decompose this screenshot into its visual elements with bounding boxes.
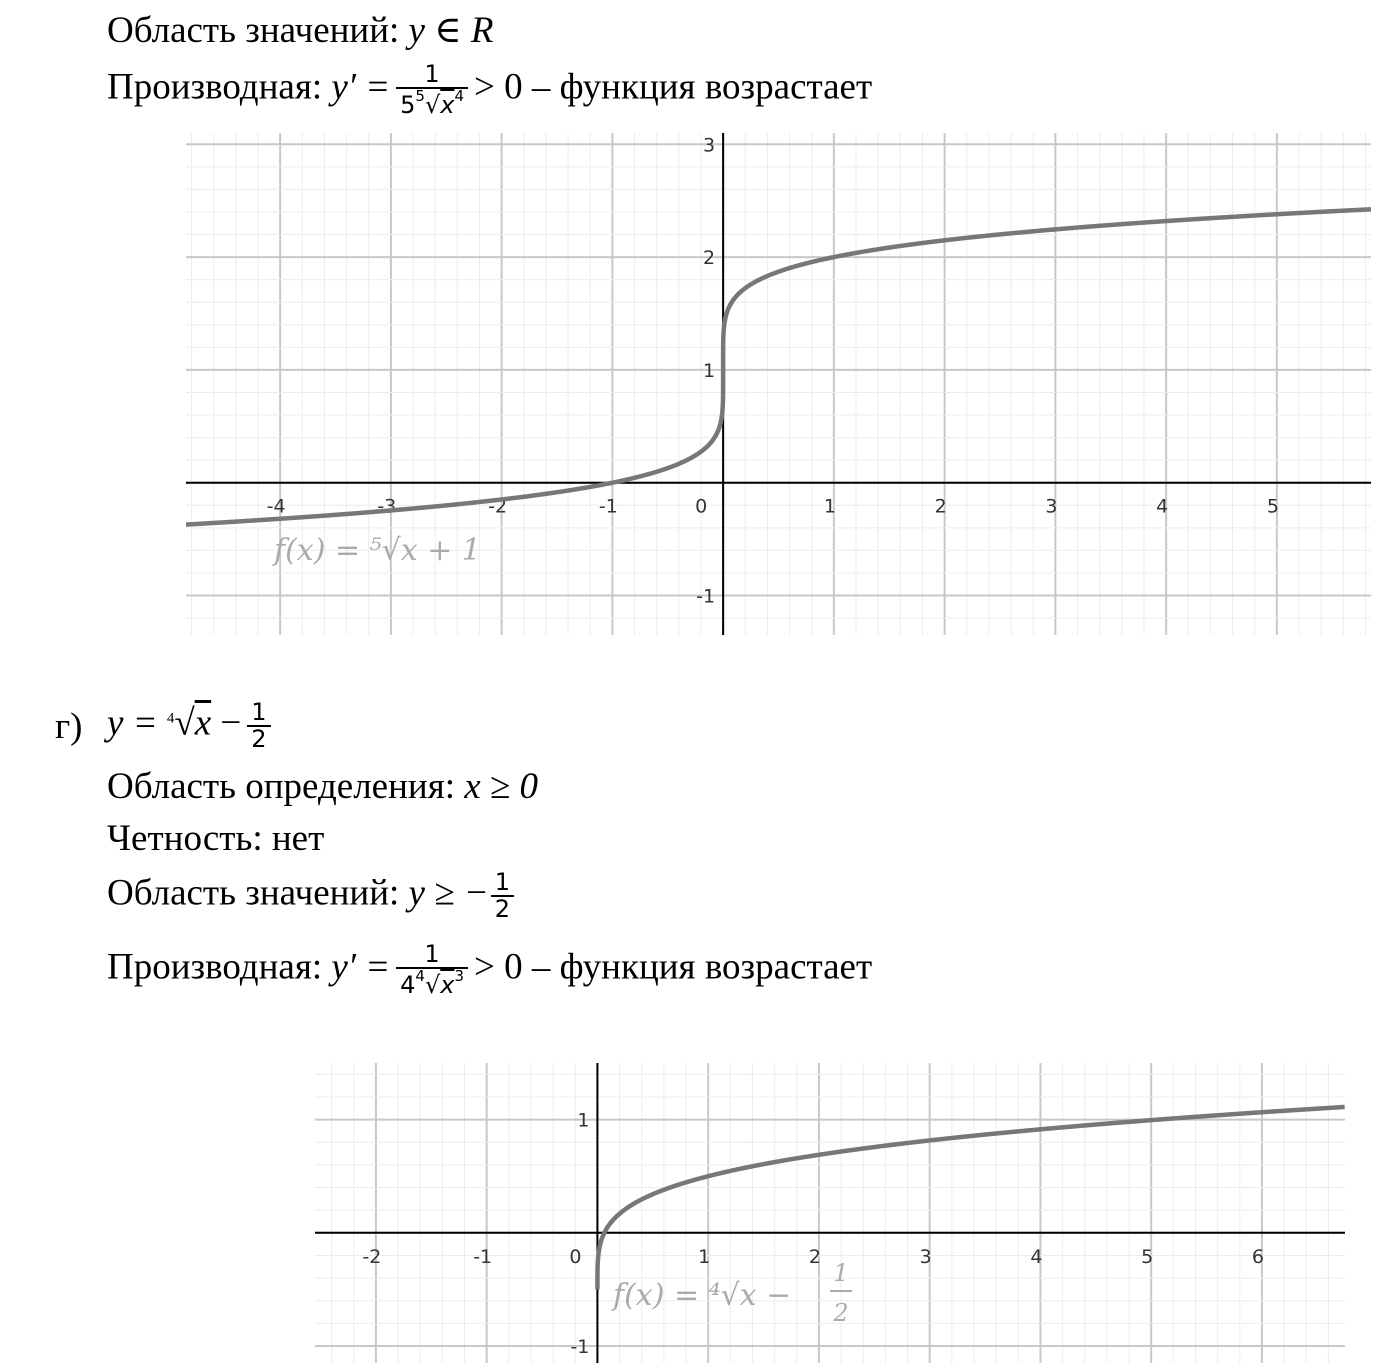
derivative-power-d: 3 xyxy=(454,967,464,986)
y-tick-label: -1 xyxy=(570,1336,590,1359)
formula-denominator-d: 2 xyxy=(251,725,267,754)
x-tick-label: 3 xyxy=(919,1245,932,1268)
y-tick-label: -1 xyxy=(696,585,716,608)
grid xyxy=(315,1063,1345,1363)
range-value-c: y ∈ R xyxy=(408,10,494,51)
derivative-lhs-d: y′ = xyxy=(331,946,391,988)
derivative-fraction-d xyxy=(396,942,468,998)
formula-fraction-d xyxy=(247,700,270,752)
derivative-tail-d: > 0 – функция возрастает xyxy=(474,946,873,988)
range-numerator-d: 1 xyxy=(491,870,514,897)
derivative-radicand-c: x xyxy=(440,91,455,120)
x-tick-label: -3 xyxy=(377,495,397,518)
derivative-line-d xyxy=(107,942,872,998)
derivative-radicand-d: x xyxy=(440,971,455,1000)
range-line-d xyxy=(107,870,520,922)
x-tick-label: 0 xyxy=(695,495,708,518)
derivative-numerator-d: 1 xyxy=(396,942,468,969)
parity-line-d xyxy=(107,820,324,857)
x-tick-label: 2 xyxy=(808,1245,821,1268)
derivative-root-index-c: 5 xyxy=(415,87,425,106)
y-tick-label: 2 xyxy=(703,247,716,270)
y-tick-label: 1 xyxy=(577,1109,590,1132)
graph-fifth-root xyxy=(186,133,1371,635)
x-tick-label: 3 xyxy=(1045,495,1058,518)
x-tick-label: -2 xyxy=(488,495,508,518)
derivative-line-c xyxy=(107,62,872,118)
range-fraction-d xyxy=(491,870,514,922)
derivative-numerator-c: 1 xyxy=(396,62,468,89)
derivative-root-index-d: 4 xyxy=(415,967,425,986)
domain-value-d: x ≥ 0 xyxy=(464,766,538,807)
x-tick-label: -1 xyxy=(473,1245,493,1268)
derivative-fraction-c xyxy=(396,62,468,118)
x-tick-label: 1 xyxy=(823,495,836,518)
x-tick-label: 2 xyxy=(934,495,947,518)
x-tick-label: -2 xyxy=(362,1245,382,1268)
parity-value-d: нет xyxy=(271,818,325,859)
y-tick-label: 1 xyxy=(703,359,716,382)
domain-label-d: Область определения: xyxy=(107,766,455,807)
x-tick-label: 5 xyxy=(1266,495,1279,518)
derivative-den-coef-d: 4 xyxy=(400,971,416,1000)
range-denominator-d: 2 xyxy=(494,895,511,924)
x-tick-label: -1 xyxy=(598,495,618,518)
graph-fourth-root xyxy=(315,1063,1345,1363)
function-label-denominator: 2 xyxy=(833,1299,849,1327)
formula-root-index-d: 4 xyxy=(166,710,175,727)
x-tick-label: 6 xyxy=(1251,1245,1264,1268)
x-tick-label: 5 xyxy=(1141,1245,1154,1268)
section-letter-d: г) xyxy=(55,706,83,747)
domain-line-d xyxy=(107,768,538,805)
formula-line-d: y = $^4$√x − $\frac{1}{2}$ xyxy=(107,700,277,752)
range-line-c xyxy=(107,12,493,49)
derivative-denominator-d: $4^4√x^3$ xyxy=(400,967,464,1000)
formula-lhs-d: y = xyxy=(107,702,167,744)
x-tick-label: 0 xyxy=(569,1245,582,1268)
parity-label-d: Четность: xyxy=(107,818,263,859)
derivative-label-d: Производная: xyxy=(107,946,323,988)
x-tick-label: 1 xyxy=(698,1245,711,1268)
derivative-label-c: Производная: xyxy=(107,66,323,108)
function-label: f(x) = ⁴√x − xyxy=(613,1278,792,1313)
derivative-den-coef-c: 5 xyxy=(400,91,416,120)
derivative-denominator-c: $5^5√x^4$ xyxy=(400,87,464,120)
range-label-c: Область значений: xyxy=(107,10,400,51)
x-tick-label: 4 xyxy=(1030,1245,1043,1268)
formula-numerator-d: 1 xyxy=(247,700,270,727)
range-value-d: y ≥ − xyxy=(408,872,489,914)
x-tick-label: 4 xyxy=(1156,495,1169,518)
range-label-d: Область значений: xyxy=(107,872,400,914)
derivative-tail-c: > 0 – функция возрастает xyxy=(474,66,873,108)
function-label-numerator: 1 xyxy=(833,1259,849,1287)
function-label: f(x) = ⁵√x + 1 xyxy=(274,533,481,568)
y-tick-label: 3 xyxy=(703,134,716,157)
derivative-lhs-c: y′ = xyxy=(331,66,391,108)
formula-radicand-d: x xyxy=(194,702,212,744)
formula-minus-d: − xyxy=(220,702,242,744)
x-tick-label: -4 xyxy=(266,495,286,518)
derivative-power-c: 4 xyxy=(454,87,464,106)
